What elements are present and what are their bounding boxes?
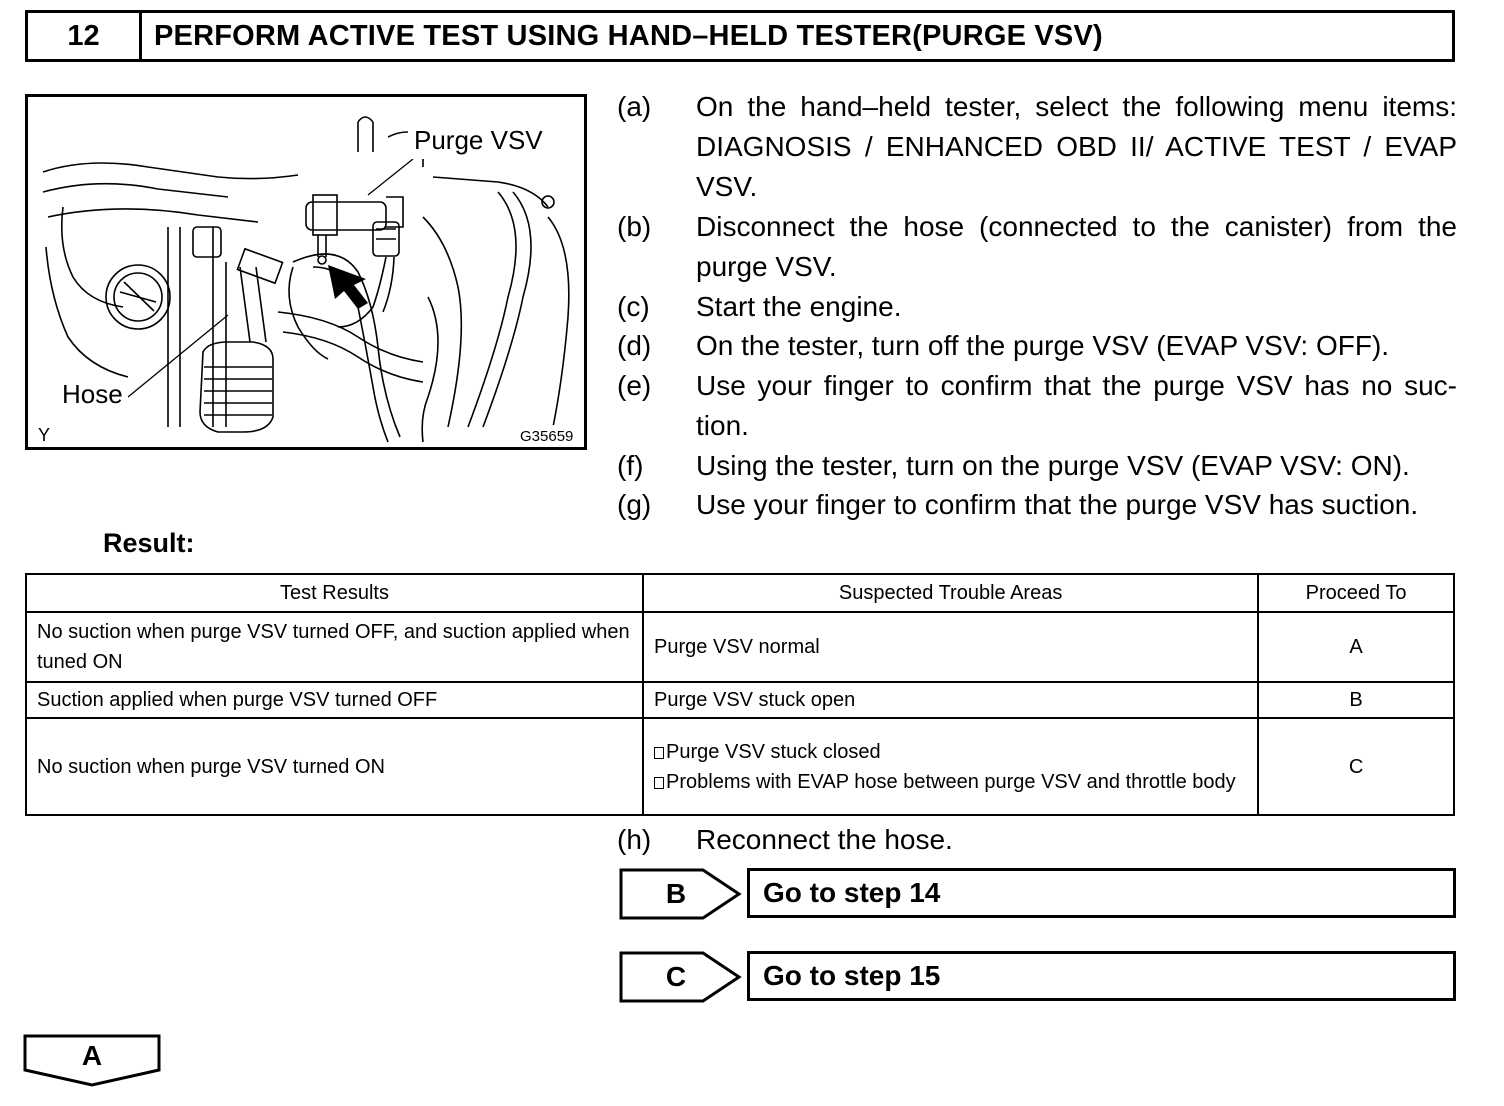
engine-illustration: [25, 94, 587, 450]
step-label: (e): [617, 370, 652, 401]
step-number: 12: [28, 13, 142, 59]
trouble-area-cell: Purge VSV normal: [643, 612, 1258, 682]
result-b-label: B: [665, 878, 687, 909]
purge-vsv-diagram: [28, 97, 584, 447]
trouble-area-cell: [643, 718, 1258, 815]
step-header: [25, 10, 1455, 62]
proceed-cell: A: [1258, 612, 1454, 682]
table-row: [26, 718, 1454, 815]
corner-mark: Y: [38, 425, 51, 445]
step-label: (h): [617, 824, 652, 855]
hose-label: Hose: [62, 379, 123, 409]
checkbox-icon: [654, 777, 664, 789]
test-result-cell: Suction applied when purge VSV turned OFF: [26, 682, 643, 718]
figure-id: G35659: [520, 428, 574, 445]
test-result-cell: No suction when purge VSV turned OFF, and suction applied when tuned ON: [26, 612, 643, 682]
step-text: On the hand–held tester, select the following menu items: DIAGNOSIS / ENHANCED OBD II/ ACTIVE TEST / EVAP VSV.: [696, 91, 1457, 202]
proceed-cell: C: [1258, 718, 1454, 815]
trouble-area-item: Purge VSV stuck closed: [654, 737, 1247, 767]
column-header: Suspected Trouble Areas: [643, 574, 1258, 612]
result-heading: Result:: [103, 528, 195, 558]
step-text: Use your finger to confirm that the purge VSV has suction.: [696, 489, 1419, 520]
result-c-label: C: [665, 961, 687, 992]
step-text: On the tester, turn off the purge VSV (EVAP VSV: OFF).: [696, 330, 1390, 361]
trouble-area-cell: Purge VSV stuck open: [643, 682, 1258, 718]
goto-step-14[interactable]: Go to step 14: [747, 868, 1456, 918]
step-label: (d): [617, 330, 652, 361]
step-label: (f): [617, 450, 644, 481]
result-a-label[interactable]: A: [81, 1040, 103, 1071]
goto-step-15[interactable]: Go to step 15: [747, 951, 1456, 1001]
table-row: [26, 682, 1454, 718]
step-label: (a): [617, 91, 652, 122]
table-header-row: [26, 574, 1454, 612]
step-text: Start the engine.: [696, 291, 902, 322]
table-row: [26, 612, 1454, 682]
step-label: (c): [617, 291, 650, 322]
column-header: Test Results: [26, 574, 643, 612]
step-text: Reconnect the hose.: [696, 824, 953, 855]
step-text: Using the tester, turn on the purge VSV (EVAP VSV: ON).: [696, 450, 1410, 481]
test-result-cell: No suction when purge VSV turned ON: [26, 718, 643, 815]
results-table: [25, 573, 1455, 816]
column-header: Proceed To: [1258, 574, 1454, 612]
trouble-area-item: Problems with EVAP hose between purge VSV and throttle body: [654, 767, 1247, 797]
step-text: Use your finger to confirm that the purge VSV has no suc-tion.: [696, 370, 1457, 441]
step-title: PERFORM ACTIVE TEST USING HAND–HELD TESTER(PURGE VSV): [154, 19, 1103, 52]
step-label: (b): [617, 211, 652, 242]
step-text: Disconnect the hose (connected to the canister) from the purge VSV.: [696, 211, 1457, 282]
step-label: (g): [617, 489, 652, 520]
proceed-cell: B: [1258, 682, 1454, 718]
purge-vsv-label: Purge VSV: [414, 125, 543, 155]
checkbox-icon: [654, 747, 664, 759]
